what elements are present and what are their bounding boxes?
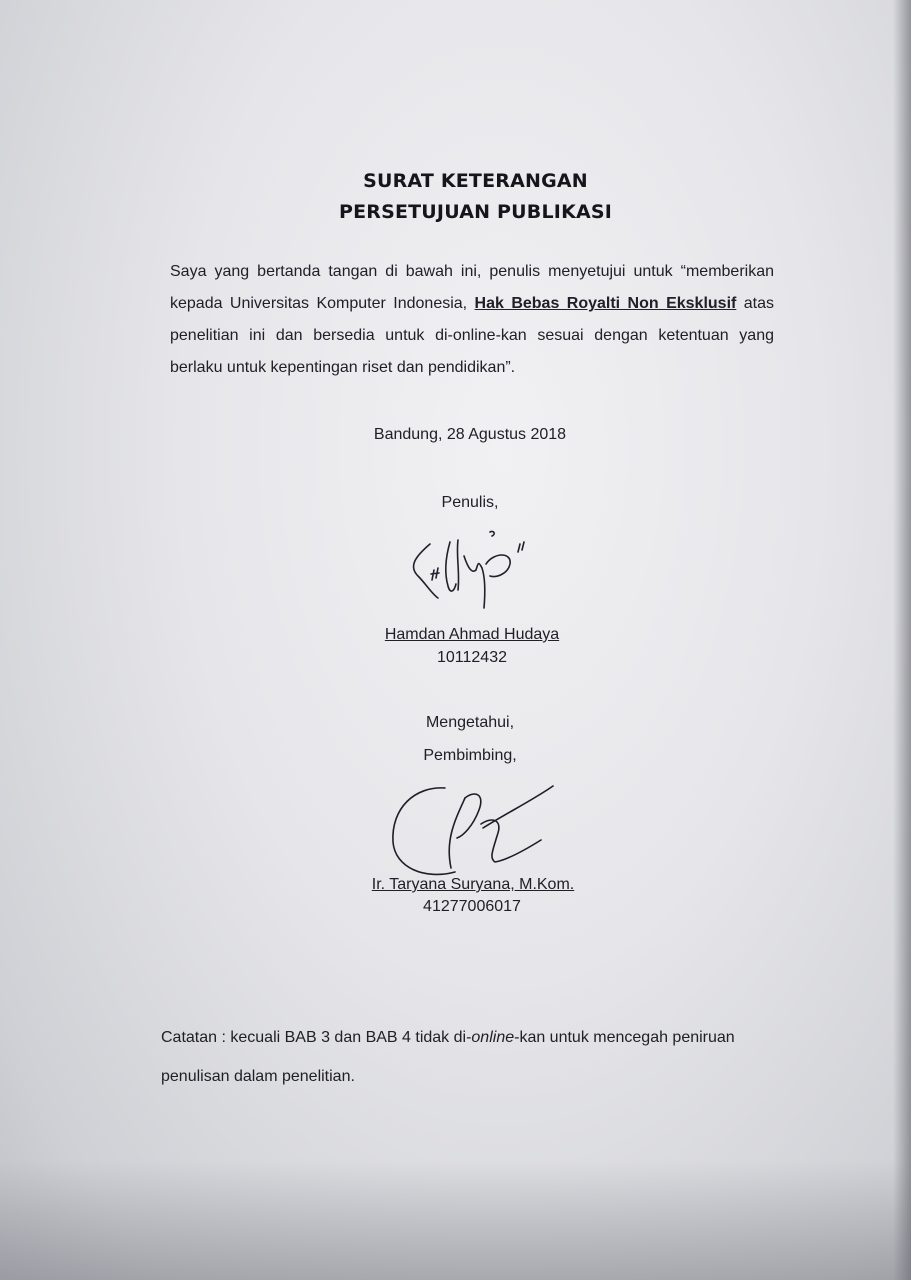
- footnote-text-start: Catatan : kecuali BAB 3 dan BAB 4 tidak di-: [161, 1029, 472, 1046]
- author-signature: [402, 522, 542, 612]
- footnote: [161, 1018, 781, 1096]
- place-date: Bandung, 28 Agustus 2018: [373, 426, 567, 443]
- supervisor-role: Pembimbing,: [423, 747, 517, 764]
- acknowledged-label: Mengetahui,: [425, 714, 515, 731]
- page-edge-shadow: [893, 0, 911, 1280]
- supervisor-id: 41277006017: [423, 898, 521, 915]
- statement-paragraph: [170, 256, 774, 384]
- footnote-text-end: -kan untuk mencegah peniruan penulisan dalam penelitian.: [161, 1029, 735, 1085]
- supervisor-signature: [385, 780, 565, 890]
- author-role: Penulis,: [441, 494, 499, 511]
- supervisor-name: Ir. Taryana Suryana, M.Kom.: [371, 876, 575, 893]
- document-subtitle: PERSETUJUAN PUBLIKASI: [338, 201, 613, 223]
- author-id: 10112432: [437, 649, 507, 666]
- author-name: Hamdan Ahmad Hudaya: [384, 626, 560, 643]
- page-bottom-shadow: [0, 1160, 911, 1280]
- royalty-highlight: Hak Bebas Royalti Non Eksklusif: [474, 295, 737, 312]
- document-title: SURAT KETERANGAN: [363, 170, 588, 192]
- statement-text-end: atas penelitian ini dan bersedia untuk di-online-kan sesuai dengan ketentuan yang berlaku untuk kepentingan riset dan pendidikan”.: [170, 295, 775, 376]
- statement-text-start: Saya yang bertanda tangan di bawah ini, penulis menyetujui untuk “memberikan kepada Universitas Komputer Indonesia,: [170, 263, 774, 312]
- footnote-italic: online: [471, 1029, 515, 1046]
